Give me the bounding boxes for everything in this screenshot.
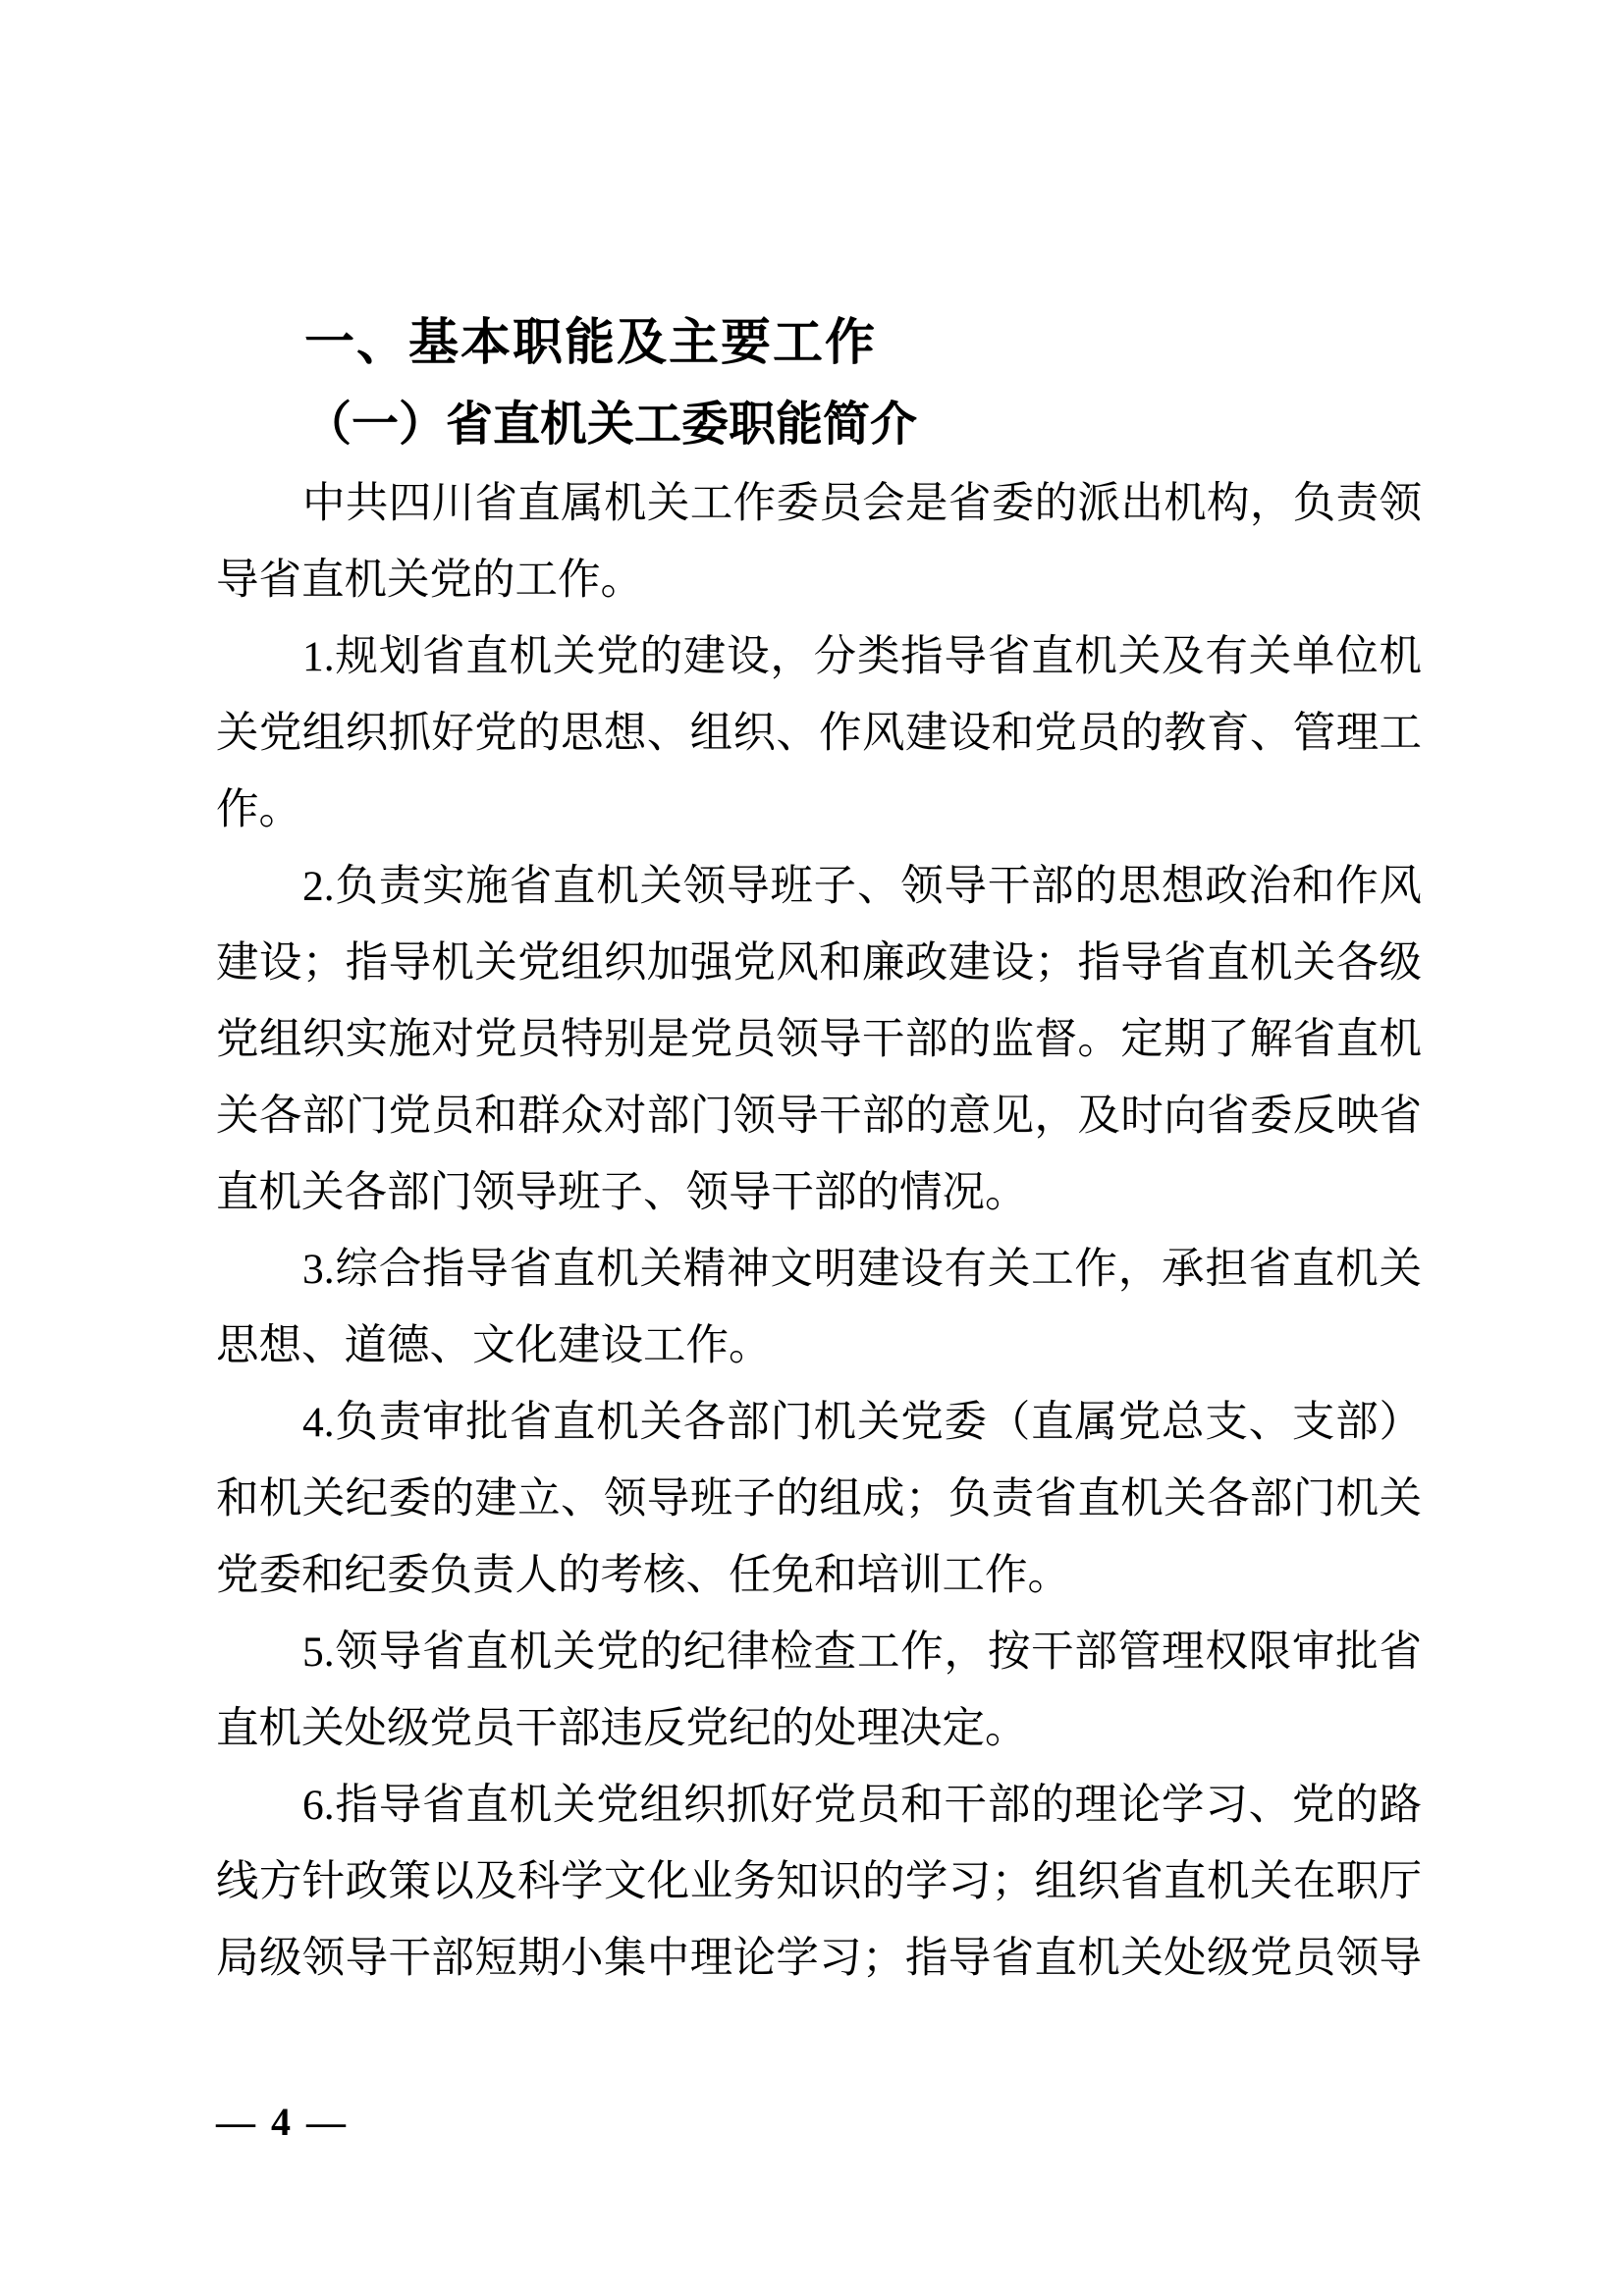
paragraph-line: 线方针政策以及科学文化业务知识的学习；组织省直机关在职厅 — [216, 1858, 1422, 1905]
paragraph-line: 关各部门党员和群众对部门领导干部的意见，及时向省委反映省 — [216, 1093, 1422, 1140]
paragraph-first-line: 1.规划省直机关党的建设，分类指导省直机关及有关单位机 — [302, 633, 1422, 680]
paragraph-first-line: 3.综合指导省直机关精神文明建设有关工作，承担省直机关 — [302, 1246, 1422, 1293]
paragraph-last-line: 作。 — [216, 786, 301, 833]
paragraph-last-line: 思想、道德、文化建设工作。 — [216, 1322, 772, 1369]
paragraph-first-line: 2.负责实施省直机关领导班子、领导干部的思想政治和作风 — [302, 863, 1422, 910]
paragraph-line: 关党组织抓好党的思想、组织、作风建设和党员的教育、管理工 — [216, 710, 1422, 757]
section-heading: 一、基本职能及主要工作 — [304, 314, 878, 370]
paragraph-last-line: 直机关各部门领导班子、领导干部的情况。 — [216, 1169, 1028, 1216]
paragraph-line: 党组织实施对党员特别是党员领导干部的监督。定期了解省直机 — [216, 1016, 1422, 1063]
subsection-heading: （一）省直机关工委职能简介 — [304, 399, 918, 451]
paragraph-first-line: 5.领导省直机关党的纪律检查工作，按干部管理权限审批省 — [302, 1629, 1422, 1676]
paragraph-line: 局级领导干部短期小集中理论学习；指导省直机关处级党员领导 — [216, 1935, 1422, 1982]
footer-dash-left: — — [216, 2100, 255, 2144]
footer-dash-right: — — [306, 2100, 346, 2144]
paragraph-last-line: 导省直机关党的工作。 — [216, 557, 643, 604]
paragraph-line: 和机关纪委的建立、领导班子的组成；负责省直机关各部门机关 — [216, 1475, 1422, 1522]
document-text-column — [216, 300, 1422, 1997]
paragraph-last-line: 直机关处级党员干部违反党纪的处理决定。 — [216, 1705, 1028, 1752]
page-number: 4 — [271, 2100, 291, 2144]
page-footer — [216, 2099, 346, 2146]
paragraph-line: 建设；指导机关党组织加强党风和廉政建设；指导省直机关各级 — [216, 939, 1422, 987]
paragraph-first-line: 4.负责审批省直机关各部门机关党委（直属党总支、支部） — [302, 1399, 1422, 1446]
paragraph-first-line: 6.指导省直机关党组织抓好党员和干部的理论学习、党的路 — [302, 1782, 1422, 1829]
paragraph-first-line: 中共四川省直属机关工作委员会是省委的派出机构，负责领 — [302, 480, 1422, 527]
paragraph-last-line: 党委和纪委负责人的考核、任免和培训工作。 — [216, 1552, 1070, 1599]
